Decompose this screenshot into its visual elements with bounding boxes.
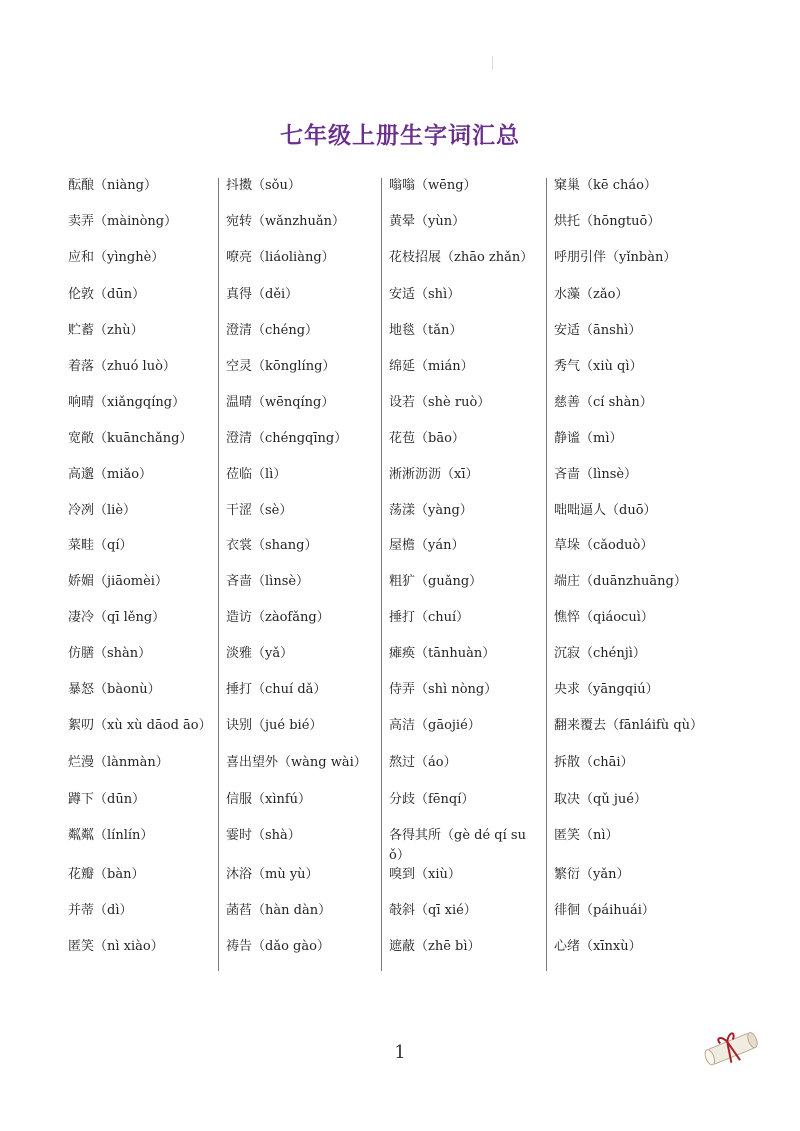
vocab-entry: 澄清（chéngqīng） bbox=[226, 431, 348, 446]
vocab-entry: 憔悴（qiáocuì） bbox=[554, 610, 654, 625]
vocab-entry: 水藻（zǎo） bbox=[554, 287, 629, 302]
vocab-entry: 烘托（hōngtuō） bbox=[554, 214, 661, 229]
vocab-entry: 屋檐（yán） bbox=[389, 538, 465, 553]
vocab-entry: 各得其所（gè dé qí suǒ） bbox=[389, 828, 526, 863]
vocab-entry: 并蒂（dì） bbox=[68, 903, 133, 918]
vocab-entry: 凄冷（qī lěng） bbox=[68, 610, 166, 625]
vocab-entry: 烂漫（lànmàn） bbox=[68, 755, 169, 770]
vocab-entry: 繁衍（yǎn） bbox=[554, 867, 630, 882]
scroll-icon bbox=[700, 1025, 766, 1071]
vocab-entry: 诀别（jué bié） bbox=[226, 718, 323, 733]
vocab-entry: 侍弄（shì nòng） bbox=[389, 682, 498, 697]
column-divider bbox=[546, 178, 547, 971]
vocab-entry: 翻来覆去（fānláifù qù） bbox=[554, 718, 704, 733]
vocab-entry: 匿笑（nì） bbox=[554, 828, 619, 843]
vocab-entry: 蹲下（dūn） bbox=[68, 792, 146, 807]
vocab-entry: 绵延（mián） bbox=[389, 359, 474, 374]
header-tick-mark bbox=[492, 56, 493, 70]
vocab-entry: 黄晕（yùn） bbox=[389, 214, 466, 229]
vocab-entry: 设若（shè ruò） bbox=[389, 395, 491, 410]
vocab-entry: 信服（xìnfú） bbox=[226, 792, 312, 807]
vocab-entry: 安适（ānshì） bbox=[554, 323, 642, 338]
vocab-entry: 捶打（chuí dǎ） bbox=[226, 682, 327, 697]
vocab-entry: 絮叨（xù xù dāod āo） bbox=[68, 718, 212, 733]
vocab-entry: 空灵（kōnglíng） bbox=[226, 359, 336, 374]
vocab-entry: 咄咄逼人（duō） bbox=[554, 503, 657, 518]
vocab-entry: 莅临（lì） bbox=[226, 467, 287, 482]
vocab-entry: 熬过（áo） bbox=[389, 755, 457, 770]
vocab-entry: 花枝招展（zhāo zhǎn） bbox=[389, 250, 534, 265]
vocab-entry: 遮蔽（zhē bì） bbox=[389, 939, 481, 954]
vocab-entry: 吝啬（lìnsè） bbox=[226, 574, 310, 589]
vocab-entry: 酝酿（niàng） bbox=[68, 178, 157, 193]
vocab-entry: 草垛（cǎoduò） bbox=[554, 538, 654, 553]
vocab-entry: 安适（shì） bbox=[389, 287, 461, 302]
vocab-entry: 窠巢（kē cháo） bbox=[554, 178, 657, 193]
vocab-entry: 卖弄（màinòng） bbox=[68, 214, 178, 229]
vocab-entry: 干涩（sè） bbox=[226, 503, 293, 518]
vocab-entry: 粗犷（guǎng） bbox=[389, 574, 483, 589]
vocab-entry: 沐浴（mù yù） bbox=[226, 867, 319, 882]
vocab-entry: 澄清（chéng） bbox=[226, 323, 319, 338]
vocab-entry: 端庄（duānzhuāng） bbox=[554, 574, 687, 589]
vocab-entry: 嗡嗡（wēng） bbox=[389, 178, 477, 193]
vocab-entry: 暴怒（bàonù） bbox=[68, 682, 161, 697]
vocab-entry: 真得（děi） bbox=[226, 287, 299, 302]
vocab-entry: 应和（yìnghè） bbox=[68, 250, 165, 265]
vocab-entry: 央求（yāngqiú） bbox=[554, 682, 659, 697]
vocab-entry: 嘹亮（liáoliàng） bbox=[226, 250, 335, 265]
vocab-entry: 淅淅沥沥（xī） bbox=[389, 467, 479, 482]
vocab-entry: 响晴（xiǎngqíng） bbox=[68, 395, 186, 410]
vocab-entry: 祷告（dǎo gào） bbox=[226, 939, 330, 954]
column-divider bbox=[381, 178, 382, 971]
vocab-entry: 冷冽（liè） bbox=[68, 503, 137, 518]
vocab-entry: 分歧（fēnqí） bbox=[389, 792, 475, 807]
vocab-entry: 徘徊（páihuái） bbox=[554, 903, 655, 918]
vocab-entry: 伦敦（dūn） bbox=[68, 287, 146, 302]
vocab-entry: 喜出望外（wàng wài） bbox=[226, 755, 367, 770]
vocab-entry: 捶打（chuí） bbox=[389, 610, 470, 625]
vocab-entry: 沉寂（chénjì） bbox=[554, 646, 646, 661]
vocab-entry: 温晴（wēnqíng） bbox=[226, 395, 335, 410]
vocab-entry: 呼朋引伴（yǐnbàn） bbox=[554, 250, 677, 265]
vocab-entry: 地毯（tǎn） bbox=[389, 323, 463, 338]
vocab-entry: 瘫痪（tānhuàn） bbox=[389, 646, 496, 661]
vocab-entry: 衣裳（shang） bbox=[226, 538, 318, 553]
vocab-entry: 仿膳（shàn） bbox=[68, 646, 152, 661]
vocab-entry: 着落（zhuó luò） bbox=[68, 359, 176, 374]
vocab-entry: 吝啬（lìnsè） bbox=[554, 467, 638, 482]
vocab-entry: 荡漾（yàng） bbox=[389, 503, 473, 518]
vocab-entry: 宛转（wǎnzhuǎn） bbox=[226, 214, 345, 229]
vocab-entry: 贮蓄（zhù） bbox=[68, 323, 144, 338]
vocab-entry: 淡雅（yǎ） bbox=[226, 646, 294, 661]
vocab-entry: 心绪（xīnxù） bbox=[554, 939, 642, 954]
vocab-entry: 高邈（miǎo） bbox=[68, 467, 153, 482]
vocab-entry: 花瓣（bàn） bbox=[68, 867, 145, 882]
vocab-entry: 菡萏（hàn dàn） bbox=[226, 903, 332, 918]
vocab-entry: 匿笑（nì xiào） bbox=[68, 939, 164, 954]
vocab-entry: 慈善（cí shàn） bbox=[554, 395, 653, 410]
column-divider bbox=[218, 178, 219, 971]
page-title: 七年级上册生字词汇总 bbox=[280, 122, 520, 149]
vocab-entry: 花苞（bāo） bbox=[389, 431, 465, 446]
vocab-entry: 拆散（chāi） bbox=[554, 755, 634, 770]
vocab-entry: 攲斜（qī xié） bbox=[389, 903, 477, 918]
vocab-entry: 高洁（gāojié） bbox=[389, 718, 481, 733]
vocab-entry: 造访（zàofǎng） bbox=[226, 610, 330, 625]
vocab-entry: 菜畦（qí） bbox=[68, 538, 133, 553]
vocab-entry: 取决（qǔ jué） bbox=[554, 792, 647, 807]
vocab-entry: 嗅到（xiù） bbox=[389, 867, 461, 882]
vocab-entry: 宽敞（kuānchǎng） bbox=[68, 431, 193, 446]
vocab-entry: 抖擞（sǒu） bbox=[226, 178, 301, 193]
vocab-entry: 粼粼（línlín） bbox=[68, 828, 154, 843]
vocab-entry: 静谧（mì） bbox=[554, 431, 623, 446]
vocab-entry: 霎时（shà） bbox=[226, 828, 301, 843]
vocab-entry: 娇媚（jiāomèi） bbox=[68, 574, 168, 589]
vocab-entry: 秀气（xiù qì） bbox=[554, 359, 643, 374]
page-number: 1 bbox=[394, 1042, 406, 1063]
